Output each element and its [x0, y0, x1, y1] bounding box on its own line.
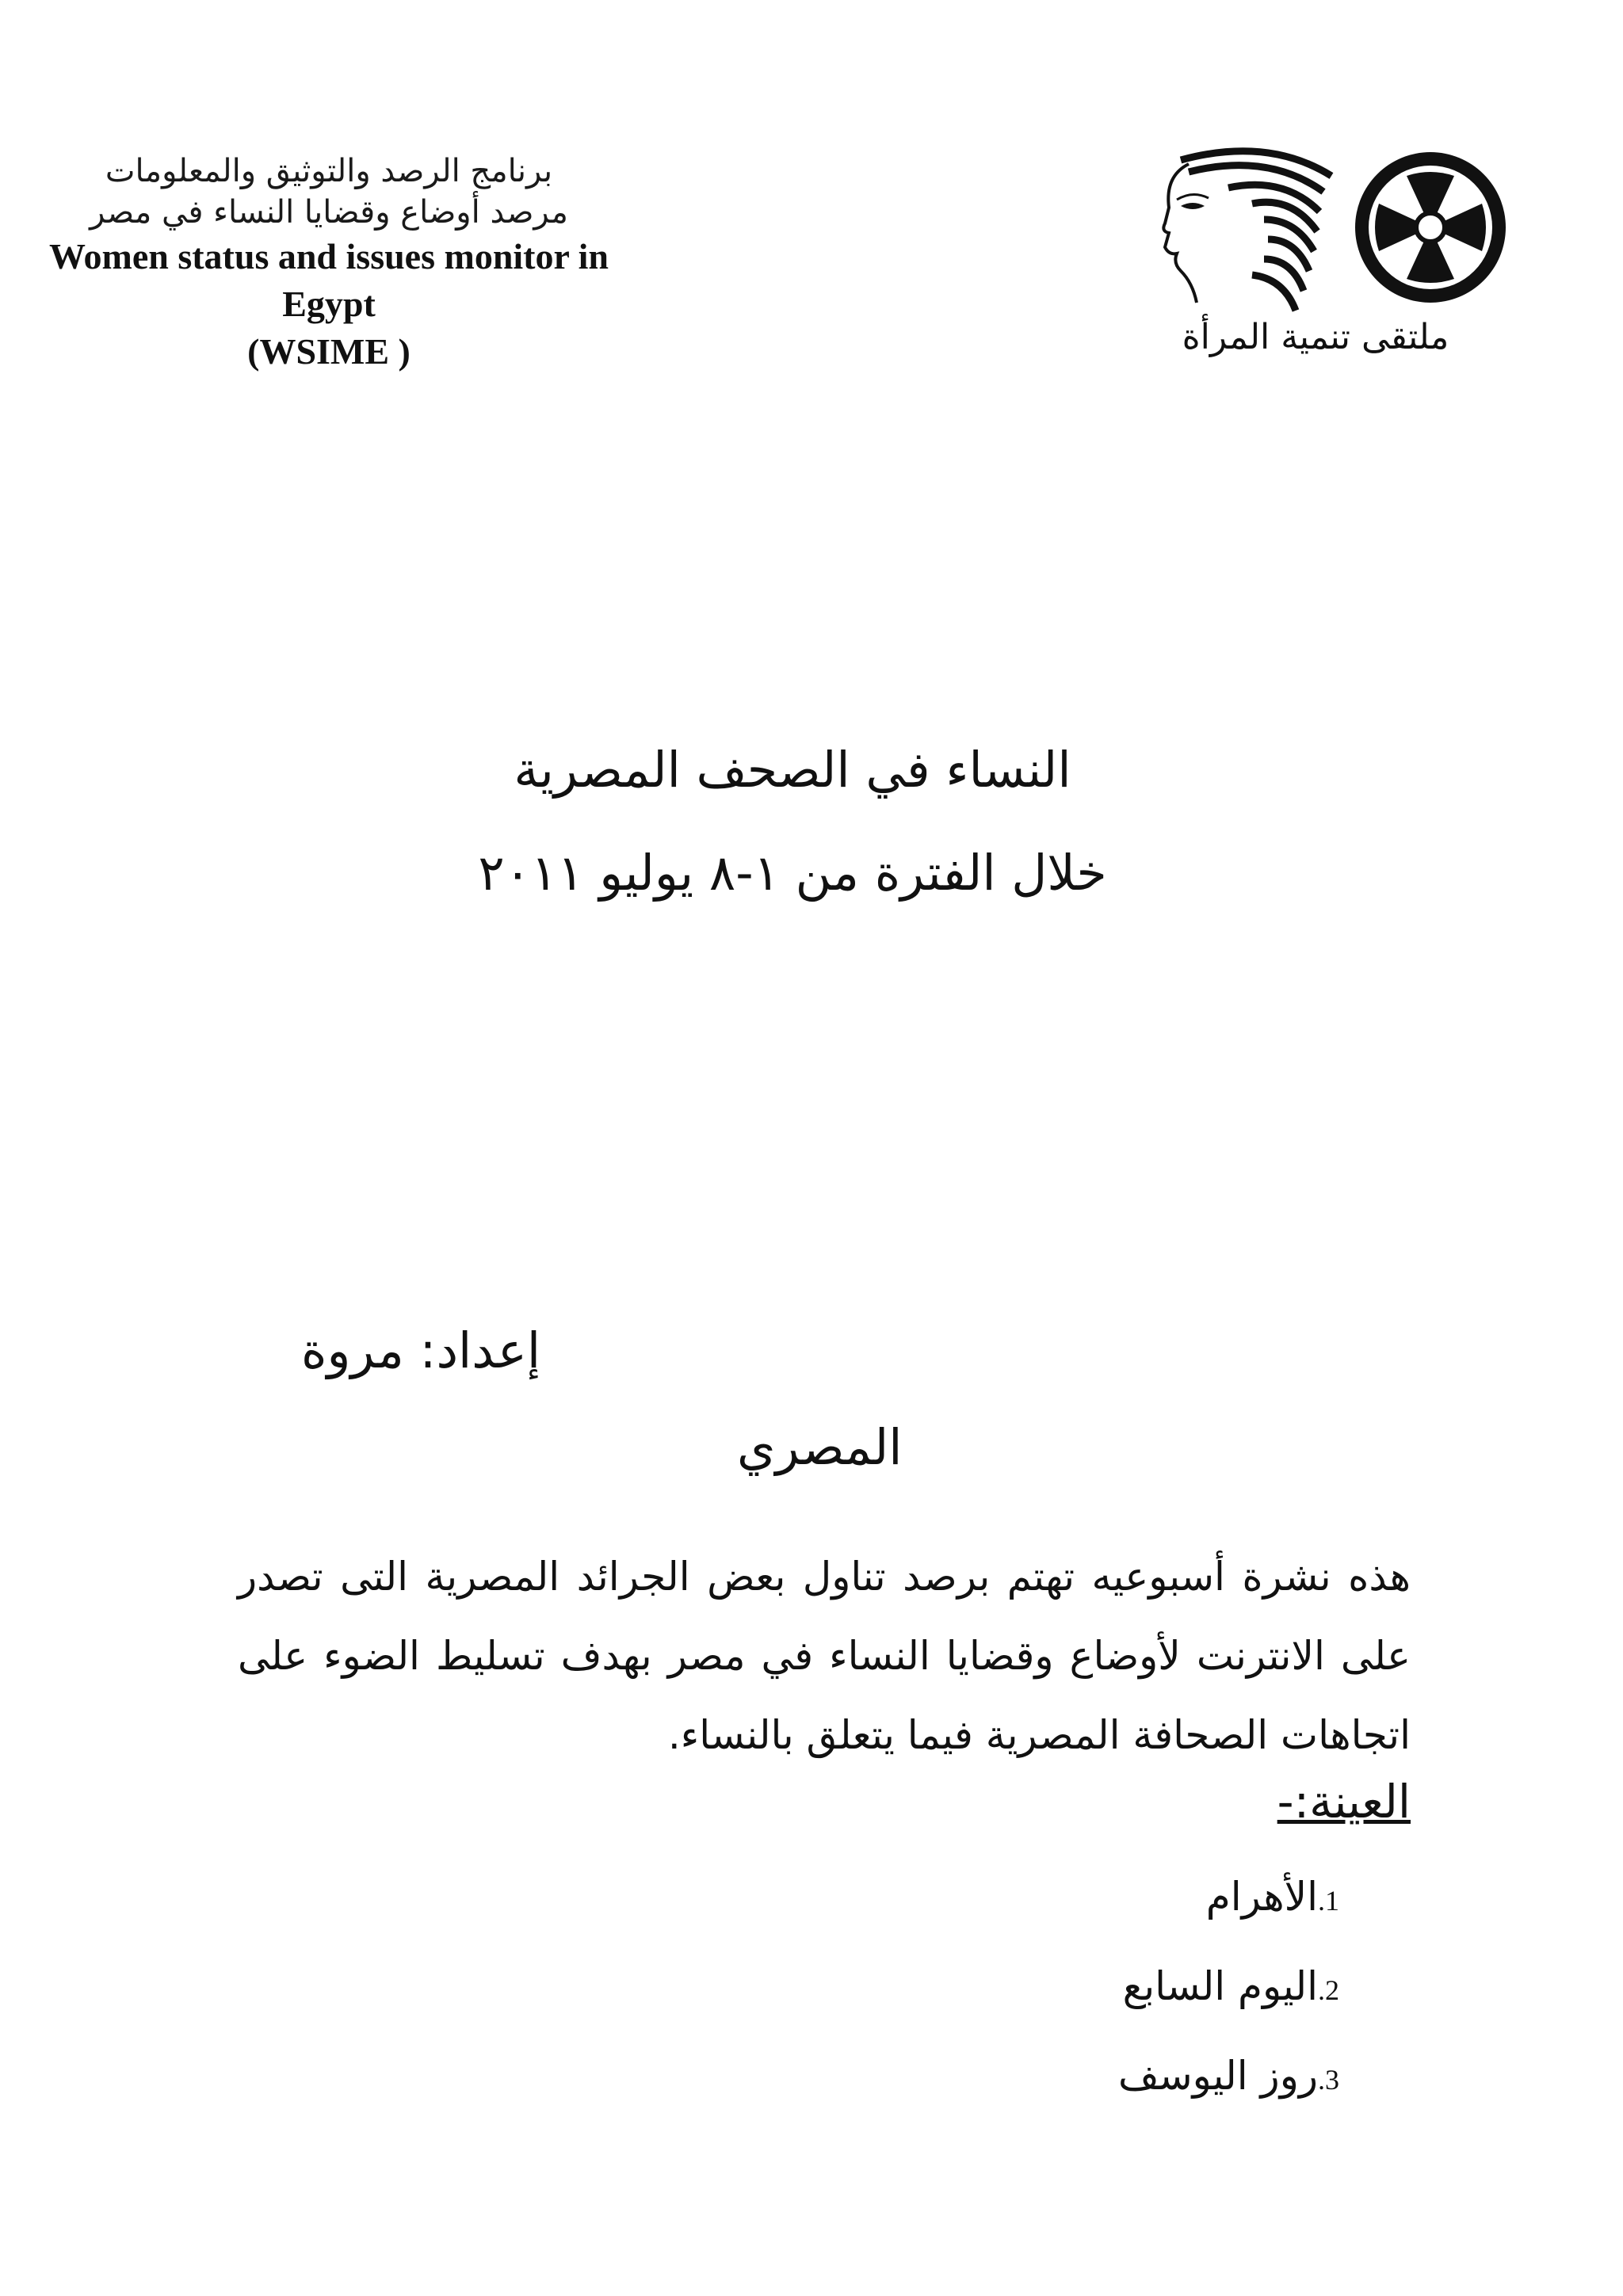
org-name-english-line1: Women status and issues monitor in [49, 236, 609, 277]
list-number: 3. [1318, 2064, 1339, 2096]
sample-list [872, 1854, 1339, 2122]
intro-paragraph: هذه نشرة أسبوعيه تهتم برصد تناول بعض الجرائد المصرية التى تصدر على الانترنت لأوضاع وقضايا النساء في مصر بهدف تسليط الضوء على اتجاهات الصحافة المصرية فيما يتعلق بالنساء. [238, 1554, 1411, 1758]
list-number: 2. [1318, 1974, 1339, 2006]
logo-caption: ملتقى تنمية المرأة [1182, 317, 1449, 357]
document-period: خلال الفترة من ١-٨ يوليو ٢٠١١ [478, 844, 1107, 902]
org-monitor-name-arabic: مرصد أوضاع وقضايا النساء في مصر [90, 194, 568, 231]
list-number: 1. [1318, 1885, 1339, 1917]
organization-header [0, 151, 658, 376]
list-label: اليوم السابع [1122, 1963, 1318, 2009]
org-name-english-line2: Egypt [282, 284, 376, 324]
org-program-name: برنامج الرصد والتوثيق والمعلومات [105, 153, 553, 189]
prepared-by-line2: المصري [737, 1418, 903, 1476]
sample-heading: العينة:- [1277, 1775, 1411, 1829]
list-item [872, 1943, 1339, 2033]
prepared-by-line1: إعداد: مروة [301, 1322, 541, 1379]
woman-and-wheel-logo-icon [1133, 144, 1506, 318]
org-acronym: (WSIME ) [247, 331, 411, 372]
list-item [872, 2033, 1339, 2122]
list-label: روز اليوسف [1117, 2053, 1318, 2099]
list-label: الأهرام [1205, 1874, 1318, 1920]
document-title: النساء في الصحف المصرية [514, 741, 1071, 799]
list-item [872, 1854, 1339, 1943]
